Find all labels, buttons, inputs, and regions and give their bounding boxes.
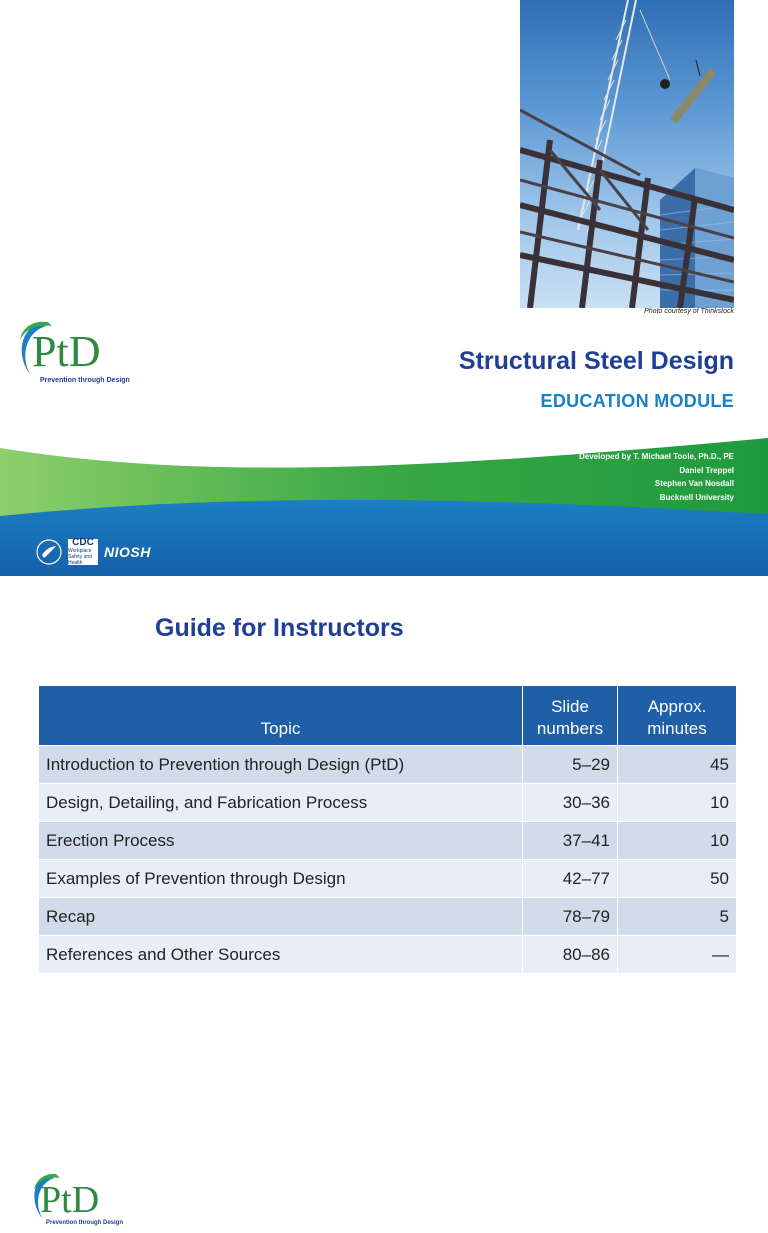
ptd-logo — [12, 316, 152, 386]
slides-cell: 80–86 — [523, 936, 618, 974]
topic-cell: Design, Detailing, and Fabrication Process — [39, 784, 523, 822]
ptd-logo-tagline: Prevention through Design — [46, 1220, 124, 1226]
hhs-eagle-icon — [36, 539, 62, 565]
construction-photo — [520, 0, 734, 308]
topic-cell: Introduction to Prevention through Design (PtD) — [39, 746, 523, 784]
table-row — [39, 746, 736, 784]
cdc-logo — [68, 539, 98, 565]
cdc-logo-text: CDC — [72, 537, 94, 548]
agency-logos — [36, 538, 151, 566]
header-approx-minutes: Approx. minutes — [618, 686, 737, 746]
header-slide-numbers: Slide numbers — [523, 686, 618, 746]
guide-slide — [0, 576, 768, 1226]
credits — [579, 450, 734, 504]
ptd-logo-tagline: Prevention through Design — [40, 377, 130, 384]
minutes-cell: — — [618, 936, 737, 974]
instructor-guide-table — [39, 686, 736, 973]
title-slide — [0, 0, 768, 576]
topic-cell: Examples of Prevention through Design — [39, 860, 523, 898]
minutes-cell: 45 — [618, 746, 737, 784]
table-row — [39, 822, 736, 860]
guide-title: Guide for Instructors — [155, 614, 404, 642]
steel-crane-image — [520, 0, 734, 308]
ptd-logo — [28, 1170, 138, 1228]
slides-cell: 30–36 — [523, 784, 618, 822]
photo-caption: Photo courtesy of Thinkstock — [644, 308, 734, 315]
minutes-cell: 10 — [618, 784, 737, 822]
credit-line: Stephen Van Nosdall — [654, 479, 734, 488]
table-row — [39, 784, 736, 822]
slides-cell: 42–77 — [523, 860, 618, 898]
cdc-logo-subtext: Workplace Safety and Health — [68, 548, 92, 566]
table-row — [39, 860, 736, 898]
ptd-logo-text: PtD — [40, 1179, 100, 1221]
ptd-logo-text: PtD — [32, 327, 101, 376]
niosh-logo: NIOSH — [104, 544, 151, 560]
header-topic: Topic — [39, 686, 523, 746]
module-title: Structural Steel Design — [458, 347, 734, 375]
module-subtitle: EDUCATION MODULE — [540, 391, 734, 411]
minutes-cell: 10 — [618, 822, 737, 860]
table-header-row — [39, 686, 736, 746]
minutes-cell: 5 — [618, 898, 737, 936]
slides-cell: 5–29 — [523, 746, 618, 784]
credit-line: Daniel Treppel — [679, 465, 734, 475]
table-row — [39, 936, 736, 974]
table-row — [39, 898, 736, 936]
slides-cell: 78–79 — [523, 898, 618, 936]
slides-cell: 37–41 — [523, 822, 618, 860]
topic-cell: Erection Process — [39, 822, 523, 860]
credit-line: Bucknell University — [659, 492, 734, 502]
credit-line: Developed by T. Michael Toole, Ph.D., PE — [579, 452, 734, 461]
topic-cell: Recap — [39, 898, 523, 936]
topic-cell: References and Other Sources — [39, 936, 523, 974]
minutes-cell: 50 — [618, 860, 737, 898]
